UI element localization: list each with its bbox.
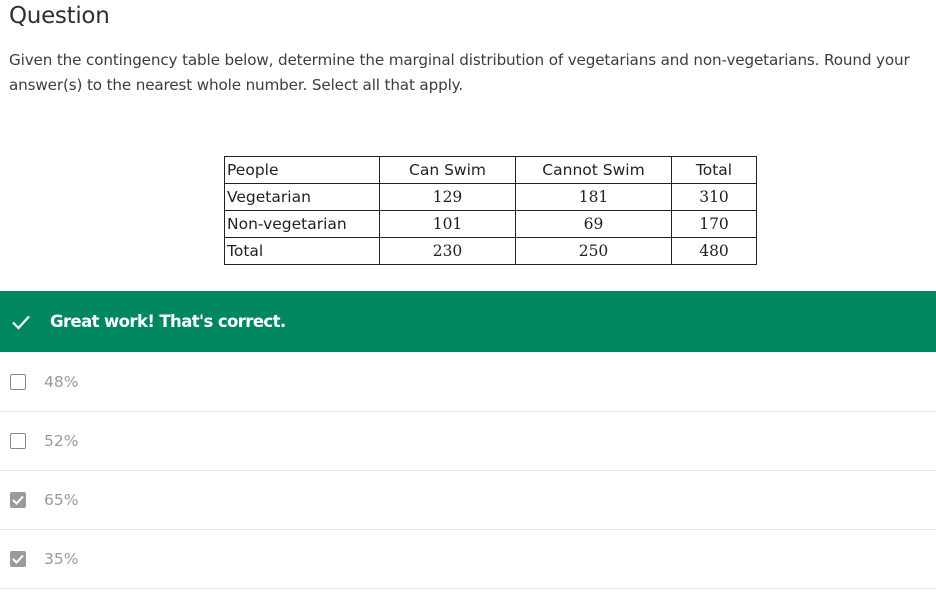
row-label: Vegetarian: [225, 184, 380, 211]
row-label: Total: [225, 238, 380, 265]
checkmark-icon: [10, 311, 32, 333]
table-row: [225, 211, 757, 238]
table-row: [225, 238, 757, 265]
option-label: 48%: [44, 373, 79, 391]
option-label: 65%: [44, 491, 79, 509]
table-cell: 69: [516, 211, 672, 238]
table-cell: 129: [380, 184, 516, 211]
checkbox-unchecked-icon[interactable]: [10, 433, 26, 449]
feedback-message: Great work! That's correct.: [50, 312, 286, 331]
checkbox-checked-icon[interactable]: [10, 492, 26, 508]
option-label: 52%: [44, 432, 79, 450]
table-header-cell: Can Swim: [380, 157, 516, 184]
table-header-cell: Total: [672, 157, 757, 184]
table-header-cell: Cannot Swim: [516, 157, 672, 184]
answer-option[interactable]: [0, 412, 936, 471]
answer-option[interactable]: [0, 353, 936, 412]
option-label: 35%: [44, 550, 79, 568]
checkbox-checked-icon[interactable]: [10, 551, 26, 567]
table-cell: 181: [516, 184, 672, 211]
table-cell: 480: [672, 238, 757, 265]
row-label: Non-vegetarian: [225, 211, 380, 238]
table-cell: 101: [380, 211, 516, 238]
table-cell: 230: [380, 238, 516, 265]
question-prompt: Given the contingency table below, determine the marginal distribution of vegetarians and non-vegetarians. Round your answer(s) to the nearest whole number. Select all that apply.: [9, 51, 910, 94]
feedback-banner: [0, 291, 936, 352]
table-cell: 170: [672, 211, 757, 238]
answer-option[interactable]: [0, 471, 936, 530]
table-cell: 250: [516, 238, 672, 265]
table-header-cell: People: [225, 157, 380, 184]
answer-option[interactable]: [0, 530, 936, 589]
contingency-table: [224, 156, 757, 265]
page-title: Question: [9, 3, 110, 29]
table-cell: 310: [672, 184, 757, 211]
checkbox-unchecked-icon[interactable]: [10, 374, 26, 390]
table-header-row: [225, 157, 757, 184]
table-row: [225, 184, 757, 211]
